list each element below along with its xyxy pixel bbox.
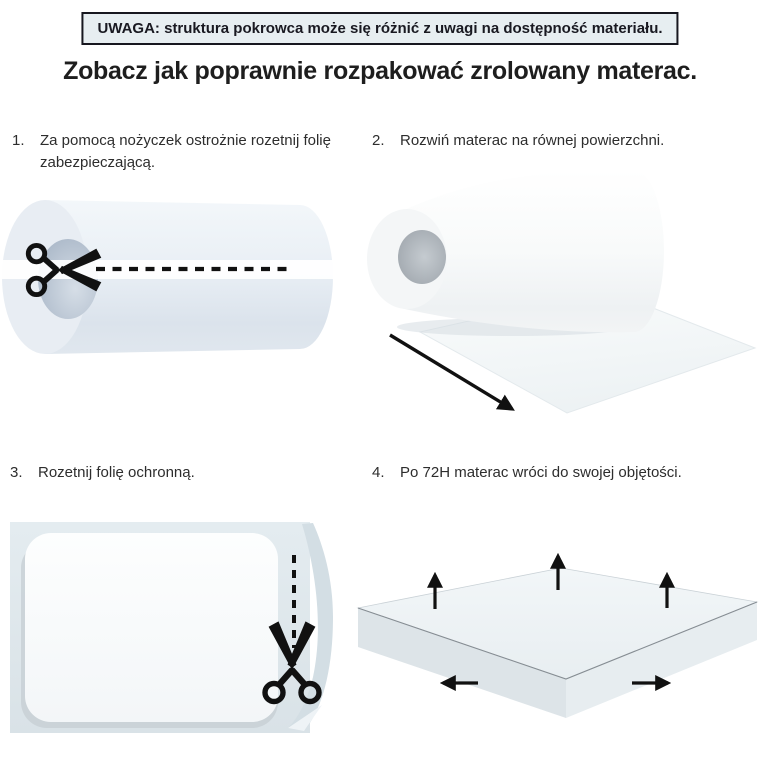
step-3-label: [10, 462, 340, 484]
illustration-step-1-cut-roll: [0, 188, 350, 438]
step-1-text: Za pomocą nożyczek ostrożnie rozetnij folię zabezpieczającą.: [40, 132, 331, 171]
step-1-label: [12, 130, 342, 174]
roll-hole: [398, 230, 446, 284]
illustration-step-3-cut-foil: [5, 512, 350, 757]
step-2-label: [372, 130, 757, 152]
notice-banner-text: UWAGA: struktura pokrowca może się różnić z uwagi na dostępność materiału.: [97, 20, 663, 37]
notice-banner: [81, 12, 678, 45]
illustration-step-2-unroll: [362, 162, 758, 440]
step-4-number: 4.: [372, 464, 385, 481]
page-title: Zobacz jak poprawnie rozpakować zrolowany materac.: [63, 57, 697, 85]
step-4-label: [372, 462, 757, 484]
step-2-text: Rozwiń materac na równej powierzchni.: [400, 132, 665, 149]
illustration-step-4-expand: [355, 505, 760, 760]
step-4-text: Po 72H materac wróci do swojej objętości.: [400, 464, 682, 481]
step-3-text: Rozetnij folię ochronną.: [38, 464, 195, 481]
step-1-number: 1.: [12, 132, 25, 149]
step-2-number: 2.: [372, 132, 385, 149]
step-3-number: 3.: [10, 464, 23, 481]
flat-mattress: [25, 533, 278, 722]
